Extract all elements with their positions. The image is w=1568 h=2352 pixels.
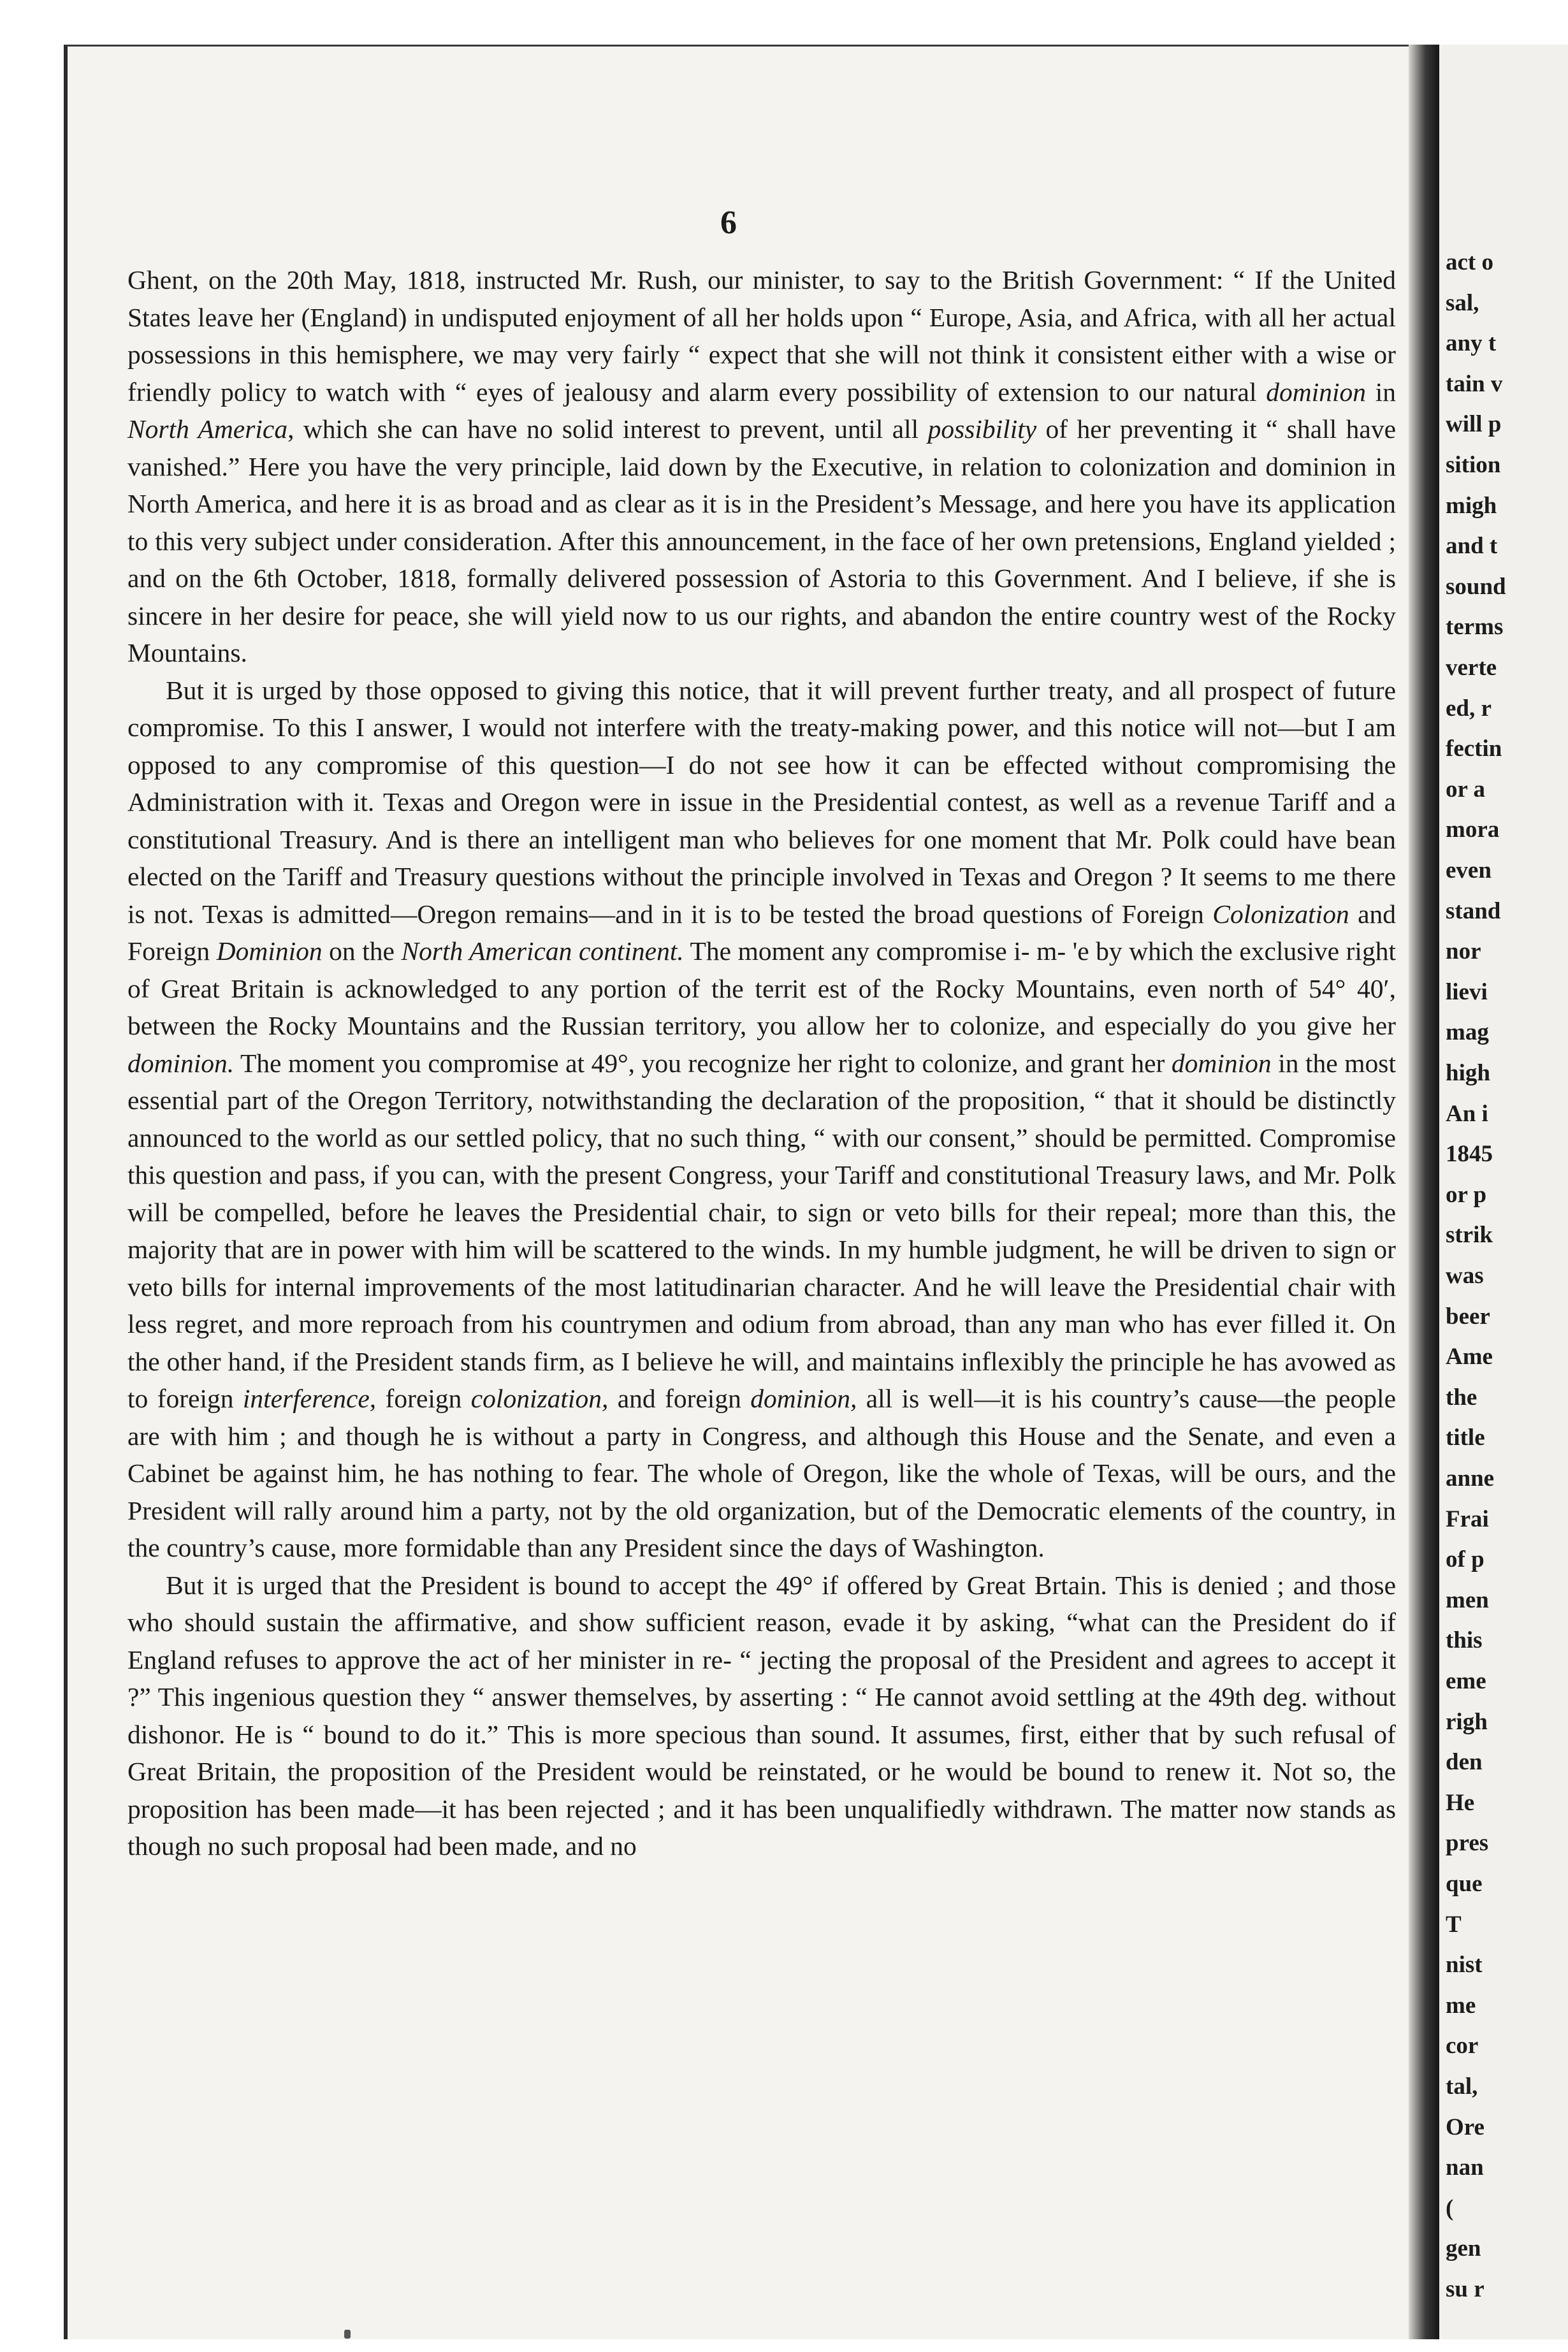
right-page-fragment: ( (1446, 2195, 1454, 2221)
right-page-fragment: T (1446, 1911, 1462, 1938)
paragraph-2 (127, 672, 1396, 1567)
right-page-edge (1439, 45, 1568, 2339)
right-page-fragment: 1845 (1446, 1141, 1493, 1168)
right-page-fragment: even (1446, 857, 1492, 883)
italic-run: dominion (1266, 377, 1366, 407)
italic-run: colonization, (470, 1384, 609, 1413)
right-page-fragment: sal, (1446, 289, 1479, 316)
right-page-fragment: mora (1446, 817, 1500, 843)
italic-run: interference, (242, 1384, 377, 1413)
right-page-fragment: tal, (1446, 2073, 1478, 2100)
right-page-fragment: ed, r (1446, 695, 1492, 722)
text-run: , which she can have no solid interest to prevent, until all (287, 414, 928, 444)
right-page-fragment: and t (1446, 533, 1498, 560)
right-page-fragment: terms (1446, 614, 1504, 641)
right-page-fragment: nan (1446, 2154, 1484, 2181)
right-page-fragment: su r (1446, 2276, 1485, 2302)
text-run: in the most essential part of the Oregon Territory, notwithstanding the declaration of the proposition, “ that it should be distinctly announced to the world as our settled policy, that no such thing, “ with our consent,” should be permitted. Compromise this question and pass, if you can, with the present Congress, your Tariff and constitutional Treasury laws, and Mr. Polk will be compelled, before he leaves the Presidential chair, to sign or veto bills for their repeal; more than this, the majority that are in power with him will be scattered to the winds. In my humble judgment, he will be driven to sign or veto bills for internal improvements of the most latitudinarian character. And he will leave the Presidential chair with less regret, and more reproach from his countrymen and odium from abroad, than any man who has ever filled it. On the other hand, if the President stands firm, as I believe he will, and maintains inflexibly the principle he has avowed as to foreign (127, 1048, 1396, 1413)
right-page-fragment: strik (1446, 1222, 1493, 1249)
right-page-fragment: act o (1446, 249, 1493, 275)
italic-run: Colonization (1212, 899, 1349, 929)
right-page-fragment: anne (1446, 1465, 1495, 1492)
right-page-fragment: any t (1446, 330, 1497, 357)
right-page-fragment: beer (1446, 1303, 1490, 1330)
body-text (127, 261, 1396, 1865)
right-page-fragment: high (1446, 1060, 1490, 1086)
right-page-fragment: cor (1446, 2033, 1479, 2059)
scan-speck (344, 2330, 351, 2339)
book-gutter (1409, 45, 1439, 2339)
right-page-fragment: migh (1446, 492, 1497, 519)
page-number: 6 (720, 205, 737, 241)
text-run: The moment you compromise at 49°, you recognize her right to colonize, and grant her (234, 1048, 1172, 1078)
paragraph-1 (127, 261, 1396, 672)
right-page-fragment: Ore (1446, 2114, 1485, 2140)
right-page-fragment: lievi (1446, 978, 1488, 1005)
right-page-fragment: An i (1446, 1100, 1488, 1127)
right-page-fragment: me (1446, 1992, 1476, 2019)
italic-run: Dominion (216, 936, 323, 966)
text-run: Ghent, on the 20th May, 1818, instructed Mr. Rush, our minister, to say to the British Government: “ If the United States leave her (England) in undisputed enjoyment of all her holds upon “ Europe, Asia, and Africa, with all her actual possessions in this hemisphere, we may very fairly “ expect that she will not think it consistent either with a wise or friendly policy to watch with “ eyes of jealousy and alarm every possibility of extension to our natural (127, 265, 1396, 407)
right-page-fragment: title (1446, 1425, 1485, 1451)
right-page-fragment: gen (1446, 2235, 1481, 2262)
right-page-fragment: He (1446, 1789, 1475, 1816)
text-run: of her preventing it “ shall have vanished.” Here you have the very principle, laid down by the Executive, in relation to colonization and dominion in North America, and here it is as broad and as clear as it is in the President’s Message, and here you have its application to this very subject under consideration. After this announcement, in the face of her own pretensions, England yielded ; and on the 6th October, 1818, formally delivered possession of Astoria to this Government. And I believe, if she is sincere in her desire for peace, she will yield now to us our rights, and abandon the entire country west of the Rocky Mountains. (127, 414, 1396, 667)
right-page-fragment: eme (1446, 1668, 1486, 1694)
right-page-fragment: den (1446, 1749, 1483, 1776)
right-page-fragment: nor (1446, 938, 1481, 965)
right-page-fragment: tain v (1446, 370, 1503, 397)
text-run: and foreign (608, 1384, 751, 1413)
italic-run: dominion (1171, 1048, 1272, 1078)
right-page-fragment: men (1446, 1586, 1489, 1613)
italic-run: dominion. (127, 1048, 235, 1078)
italic-run: possibility (927, 414, 1037, 444)
text-run: foreign (376, 1384, 471, 1413)
right-page-fragment: sition (1446, 452, 1501, 478)
text-run: and Foreign (127, 899, 1397, 966)
italic-run: North America (127, 414, 288, 444)
right-page-fragment: the (1446, 1384, 1477, 1411)
right-page-fragment: of p (1446, 1546, 1485, 1573)
text-run: The moment any compromise i- m- 'e by which the exclusive right of Great Britain is acknowledged to any portion of the territ est of the Rocky Mountains, even north of 54° 40′, between the Rocky Mountains and the Russian territory, you allow her to colonize, and especially do you give her (127, 936, 1396, 1040)
paragraph-3 (127, 1567, 1396, 1865)
text-run: But it is urged by those opposed to giving this notice, that it will prevent further treaty, and all prospect of future compromise. To this I answer, I would not interfere with the treaty-making power, and this notice will not—but I am opposed to any compromise of this question—I do not see how it can be effected without compromising the Administration with it. Texas and Oregon were in issue in the Presidential contest, as well as a revenue Tariff and a constitutional Treasury. And is there an intelligent man who believes for one moment that Mr. Polk could have bean elected on the Tariff and Treasury questions without the principle involved in Texas and Oregon ? It seems to me there is not. Texas is admitted—Oregon remains—and in it is to be tested the broad questions of Foreign (127, 675, 1396, 929)
right-page-fragment: was (1446, 1263, 1484, 1289)
right-page-fragment: will p (1446, 411, 1502, 438)
right-page-fragment: sound (1446, 573, 1506, 600)
right-page-fragment: righ (1446, 1708, 1488, 1735)
right-page-fragment: this (1446, 1627, 1483, 1654)
right-page-fragment: or a (1446, 776, 1486, 802)
right-page-fragment: verte (1446, 655, 1497, 681)
right-page-fragment: nist (1446, 1952, 1483, 1978)
right-page-fragment: stand (1446, 897, 1501, 924)
right-page-fragment: fectin (1446, 736, 1502, 762)
right-page-fragment: mag (1446, 1019, 1489, 1046)
right-page-fragment: Ame (1446, 1344, 1493, 1370)
text-run: in (1366, 377, 1397, 407)
text-run: all is well—it is his country’s cause—the people are with him ; and though he is without a party in Congress, and although this House and the Senate, and even a Cabinet be against him, he has nothing to fear. The whole of Oregon, like the whole of Texas, will be ours, and the President will rally around him a party, not by the old organization, but of the Democratic elements of the country, in the country’s cause, more formidable than any President since the days of Washington. (127, 1384, 1396, 1562)
italic-run: North American continent. (401, 936, 684, 966)
right-page-fragment: pres (1446, 1830, 1489, 1857)
right-page-fragment: que (1446, 1871, 1483, 1897)
right-page-fragment: Frai (1446, 1506, 1489, 1532)
right-page-fragment: or p (1446, 1181, 1487, 1208)
text-run: But it is urged that the President is bound to accept the 49° if offered by Great Brtain. This is denied ; and those who should sustain the affirmative, and show sufficient reason, evade it by asking, “what can the President do if England refuses to approve the act of her minister in re- “ jecting the proposal of the President and agrees to accept it ?” This ingenious question they “ answer themselves, by asserting : “ He cannot avoid settling at the 49th deg. without dishonor. He is “ bound to do it.” This is more specious than sound. It assumes, first, either that by such refusal of Great Britain, the proposition of the President would be reinstated, or he would be bound to renew it. Not so, the proposition has been made—it has been rejected ; and it has been unqualifiedly withdrawn. The matter now stands as though no such proposal had been made, and no (127, 1570, 1396, 1861)
italic-run: dominion, (750, 1384, 857, 1413)
text-run: on the (322, 936, 402, 966)
